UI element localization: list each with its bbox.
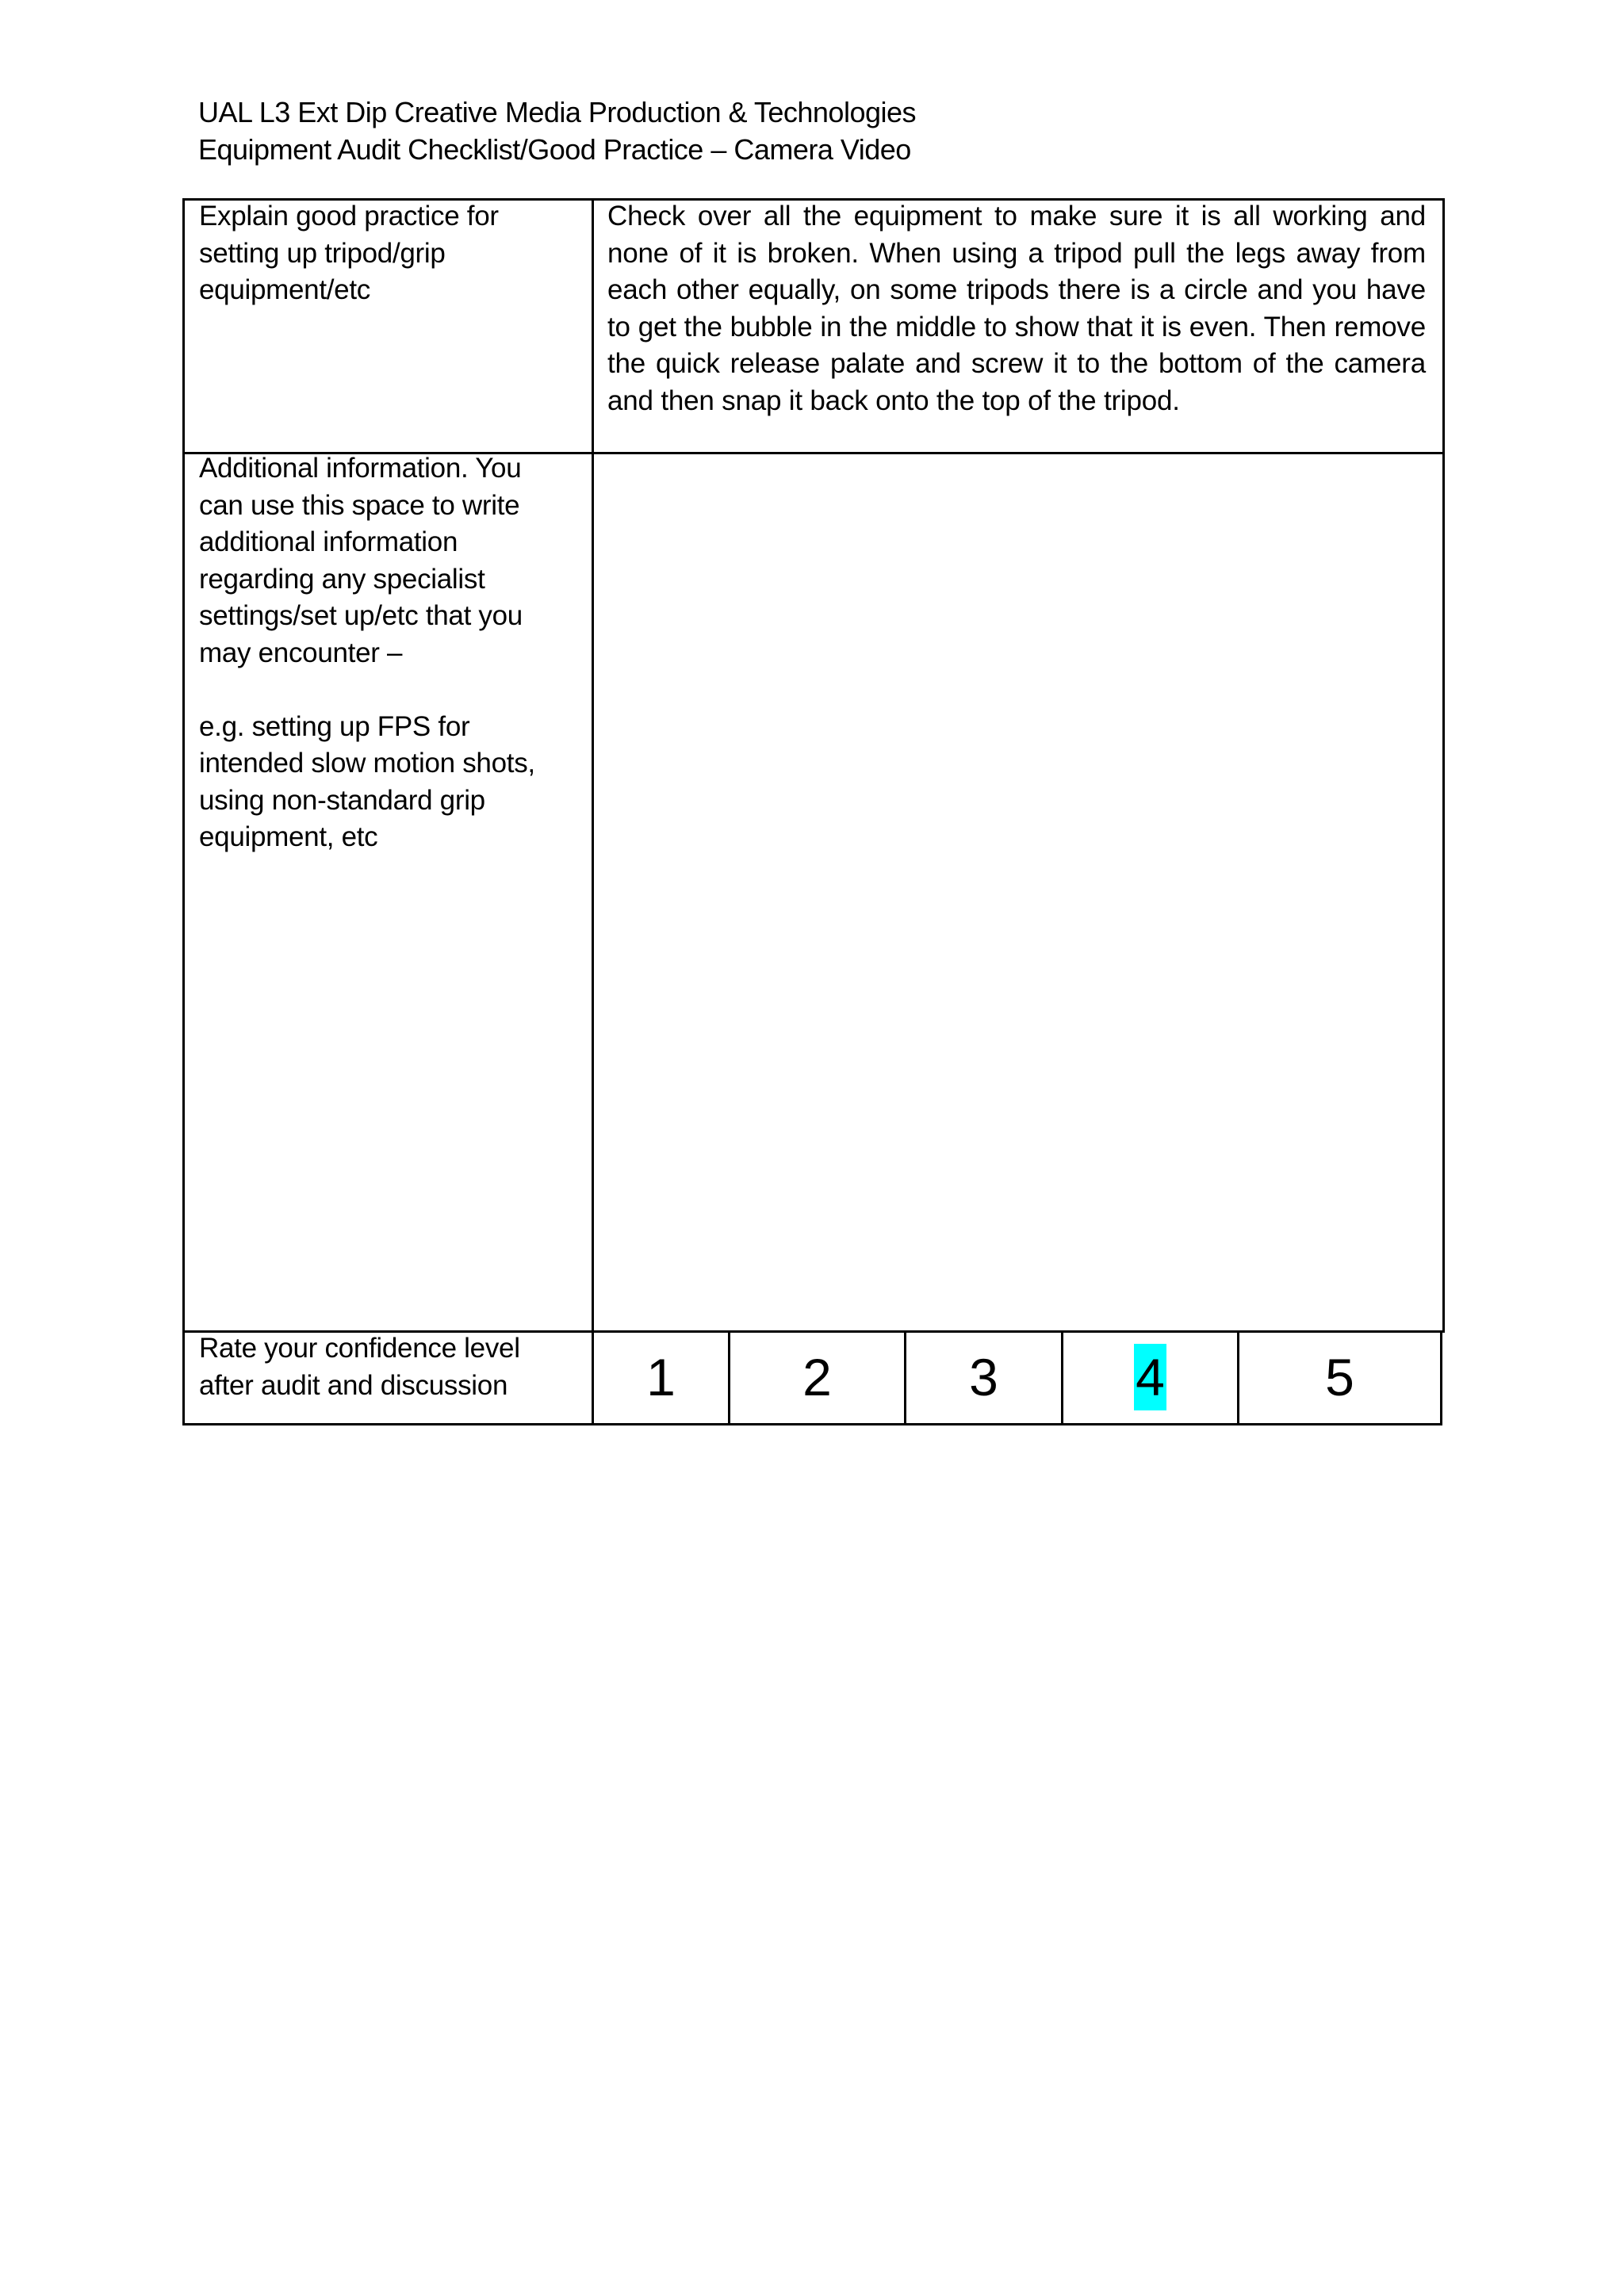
rating-option-2 <box>730 1330 904 1423</box>
table-border-bottom <box>182 1423 1442 1425</box>
additional-info-answer <box>607 460 1432 1324</box>
table-border-right <box>1442 198 1445 1333</box>
rating-number-selected: 4 <box>1134 1344 1166 1410</box>
column-divider <box>592 198 594 1425</box>
rating-option-3 <box>906 1330 1061 1423</box>
row-label-good-practice: Explain good practice for setting up tripod/grip equipment/etc <box>199 201 499 305</box>
row-label-confidence: Rate your confidence level after audit and discussion <box>199 1333 520 1401</box>
checklist-title: Equipment Audit Checklist/Good Practice – Camera Video <box>198 133 911 166</box>
rating-number: 3 <box>969 1347 998 1406</box>
table-border-left <box>182 198 185 1425</box>
rating-border-right <box>1440 1330 1442 1425</box>
rating-number: 5 <box>1325 1347 1354 1406</box>
good-practice-answer: Check over all the equipment to make sure it is all working and none of it is broken. When using a tripod pull the legs away from each other equally, on some tripods there is a circle and you have to get the bubble in the middle to show that it is even. Then remove the quick release palate and screw it to the bottom of the camera and then snap it back onto the top of the tripod. <box>607 201 1426 416</box>
rating-option-4 <box>1063 1330 1237 1423</box>
rating-number: 1 <box>646 1347 676 1406</box>
course-title: UAL L3 Ext Dip Creative Media Production & Technologies <box>198 96 917 128</box>
row-label-additional-info: Additional information. You can use this space to write additional information regarding any specialist settings/set up/etc that you may encounter – e.g. setting up FPS for intended slow motion shots, using non-standard grip equipment, etc <box>199 453 535 852</box>
document-header <box>198 94 916 168</box>
rating-option-1 <box>594 1330 728 1423</box>
rating-option-5 <box>1239 1330 1440 1423</box>
rating-number: 2 <box>802 1347 832 1406</box>
